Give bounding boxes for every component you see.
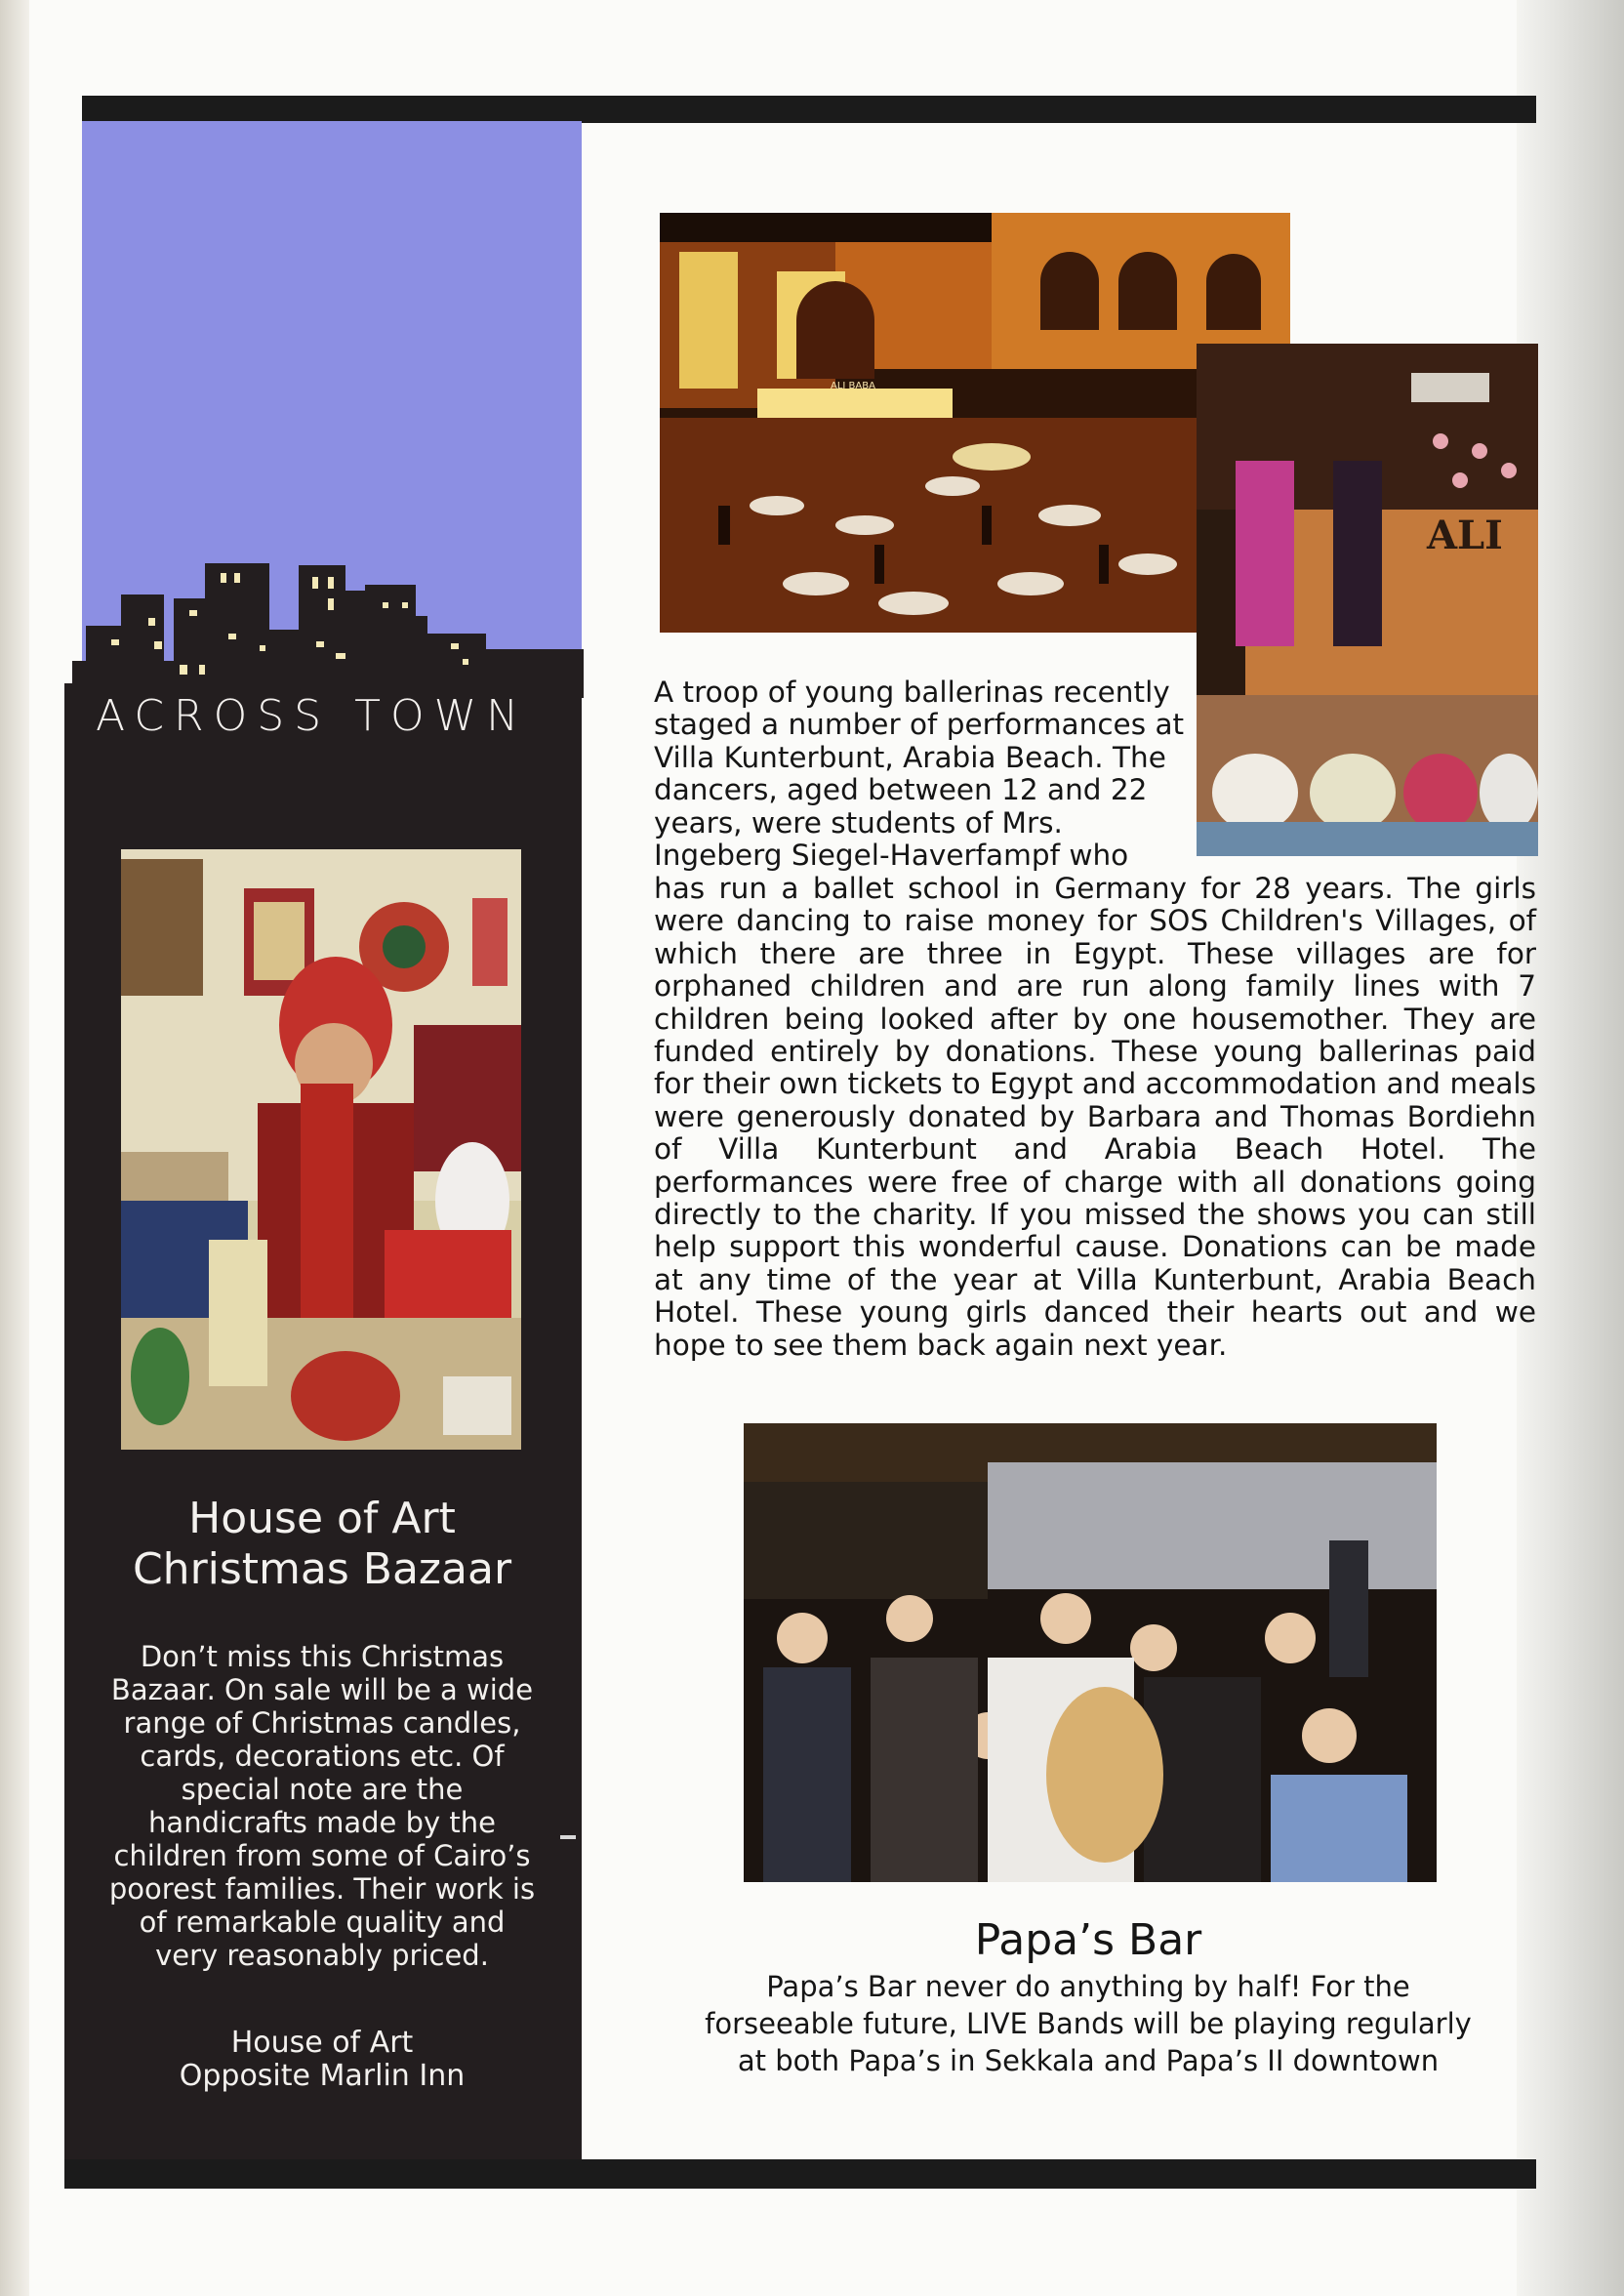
bazaar-address-line2: Opposite Marlin Inn bbox=[179, 2059, 466, 2093]
papas-bar-line3: at both Papa’s in Sekkala and Papa’s II downtown bbox=[737, 2044, 1440, 2077]
christmas-bazaar-photo bbox=[121, 849, 521, 1450]
ballet-article-body: has run a ballet school in Germany for 28 years. The girls were dancing to raise money for SOS Children's Villages, of which there are three in Egypt. These villages are for orphaned children and are run along family lines with 7 children being looked after by one housemother. They are funded entirely by donations. These young ballerinas paid for their own tickets to Egypt and accommodation and meals were generously donated by Barbara and Thomas Bordiehn of Villa Kunterbunt and Arabia Beach Hotel. The performances were free of charge with all donations going directly to the charity. If you missed the shows you can still help support this wonderful cause. Donations can be made at any time of the year at Villa Kunterbunt, Arabia Beach Hotel. These young girls danced their hearts out and we hope to see them back again next year. bbox=[654, 872, 1536, 1362]
ballet-article-intro: A troop of young ballerinas recently staged a number of performances at Villa Kunterbunt, Arabia Beach. The dancers, aged between 12 and 22 years, were students of Mrs. Ingeberg Siegel-Haverfampf who bbox=[654, 676, 1185, 873]
bazaar-heading bbox=[107, 1494, 537, 1595]
bottom-black-bar bbox=[64, 2159, 1536, 2189]
page-left-edge bbox=[0, 0, 29, 2296]
courtyard-sign: ALI BABA bbox=[831, 381, 875, 391]
top-black-bar bbox=[82, 96, 1536, 123]
papas-bar-photo bbox=[744, 1423, 1437, 1882]
panel-edge-mark bbox=[560, 1835, 576, 1839]
papas-bar-line2: forseeable future, LIVE Bands will be playing regularly bbox=[705, 2007, 1472, 2040]
city-skyline-illustration bbox=[72, 552, 584, 698]
papas-bar-heading: Papa’s Bar bbox=[974, 1915, 1202, 1965]
stage-sign: ALI bbox=[1427, 512, 1503, 558]
bazaar-address-line1: House of Art bbox=[230, 2026, 414, 2060]
bazaar-heading-line2: Christmas Bazaar bbox=[132, 1544, 512, 1594]
papas-bar-body bbox=[683, 1968, 1493, 2079]
bazaar-heading-line1: House of Art bbox=[188, 1494, 456, 1543]
bazaar-body-text: Don’t miss this Christmas Bazaar. On sale will be a wide range of Christmas candles, cards, decorations etc. Of special note are the handicrafts made by the children from some of Cairo’s poorest families. Their work is of remarkable quality and very reasonably priced. bbox=[108, 1640, 536, 1972]
section-title: ACROSS TOWN bbox=[96, 691, 529, 741]
ballerinas-stage-photo bbox=[1197, 344, 1538, 856]
bazaar-address bbox=[107, 2027, 537, 2093]
papas-bar-line1: Papa’s Bar never do anything by half! For the bbox=[766, 1970, 1410, 2003]
